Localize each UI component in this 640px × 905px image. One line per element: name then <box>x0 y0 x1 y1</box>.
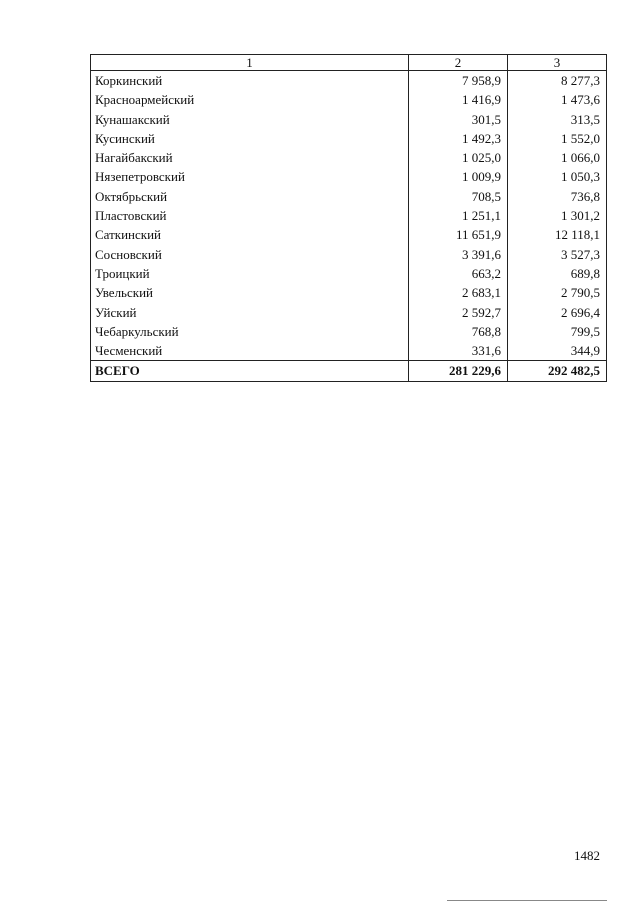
table-row <box>91 283 607 302</box>
total-row <box>91 361 607 381</box>
row-value-col3: 313,5 <box>508 110 607 129</box>
table-row <box>91 167 607 186</box>
table-row <box>91 148 607 167</box>
row-value-col2: 7 958,9 <box>409 71 508 91</box>
table-row <box>91 245 607 264</box>
row-value-col2: 3 391,6 <box>409 245 508 264</box>
row-value-col2: 1 251,1 <box>409 206 508 225</box>
row-value-col3: 2 696,4 <box>508 303 607 322</box>
row-value-col3: 1 473,6 <box>508 90 607 109</box>
row-value-col2: 663,2 <box>409 264 508 283</box>
row-value-col3: 1 301,2 <box>508 206 607 225</box>
row-name: Сосновский <box>91 245 409 264</box>
table-row <box>91 129 607 148</box>
table-row <box>91 264 607 283</box>
row-value-col2: 1 492,3 <box>409 129 508 148</box>
row-name: Нагайбакский <box>91 148 409 167</box>
row-name: Пластовский <box>91 206 409 225</box>
row-value-col3: 1 552,0 <box>508 129 607 148</box>
row-value-col3: 3 527,3 <box>508 245 607 264</box>
table-row <box>91 206 607 225</box>
row-name: Увельский <box>91 283 409 302</box>
data-table-container <box>90 54 606 382</box>
total-value-col3: 292 482,5 <box>508 361 607 381</box>
row-value-col2: 2 592,7 <box>409 303 508 322</box>
page-number: 1482 <box>574 848 600 863</box>
row-value-col3: 736,8 <box>508 187 607 206</box>
row-value-col3: 8 277,3 <box>508 71 607 91</box>
row-name: Уйский <box>91 303 409 322</box>
row-name: Кусинский <box>91 129 409 148</box>
row-value-col2: 11 651,9 <box>409 225 508 244</box>
row-value-col2: 2 683,1 <box>409 283 508 302</box>
row-value-col3: 2 790,5 <box>508 283 607 302</box>
table-row <box>91 322 607 341</box>
header-row <box>91 55 607 71</box>
row-value-col2: 1 025,0 <box>409 148 508 167</box>
row-value-col2: 708,5 <box>409 187 508 206</box>
row-value-col3: 689,8 <box>508 264 607 283</box>
row-value-col3: 344,9 <box>508 341 607 361</box>
row-name: Нязепетровский <box>91 167 409 186</box>
table-row <box>91 341 607 361</box>
data-table <box>90 54 607 382</box>
total-value-col2: 281 229,6 <box>409 361 508 381</box>
row-value-col2: 301,5 <box>409 110 508 129</box>
row-value-col3: 799,5 <box>508 322 607 341</box>
table-row <box>91 110 607 129</box>
row-name: Октябрьский <box>91 187 409 206</box>
table-row <box>91 303 607 322</box>
row-name: Кунашакский <box>91 110 409 129</box>
row-value-col2: 1 009,9 <box>409 167 508 186</box>
column-header-3: 3 <box>508 55 607 71</box>
footer-divider <box>447 900 607 901</box>
table-row <box>91 71 607 91</box>
row-value-col2: 1 416,9 <box>409 90 508 109</box>
row-value-col2: 331,6 <box>409 341 508 361</box>
row-name: Красноармейский <box>91 90 409 109</box>
total-label: ВСЕГО <box>91 361 409 381</box>
row-value-col3: 1 050,3 <box>508 167 607 186</box>
row-value-col3: 1 066,0 <box>508 148 607 167</box>
row-name: Коркинский <box>91 71 409 91</box>
table-row <box>91 90 607 109</box>
row-name: Чебаркульский <box>91 322 409 341</box>
row-name: Саткинский <box>91 225 409 244</box>
row-value-col3: 12 118,1 <box>508 225 607 244</box>
row-name: Троицкий <box>91 264 409 283</box>
table-row <box>91 187 607 206</box>
row-value-col2: 768,8 <box>409 322 508 341</box>
table-row <box>91 225 607 244</box>
row-name: Чесменский <box>91 341 409 361</box>
column-header-1: 1 <box>91 55 409 71</box>
column-header-2: 2 <box>409 55 508 71</box>
